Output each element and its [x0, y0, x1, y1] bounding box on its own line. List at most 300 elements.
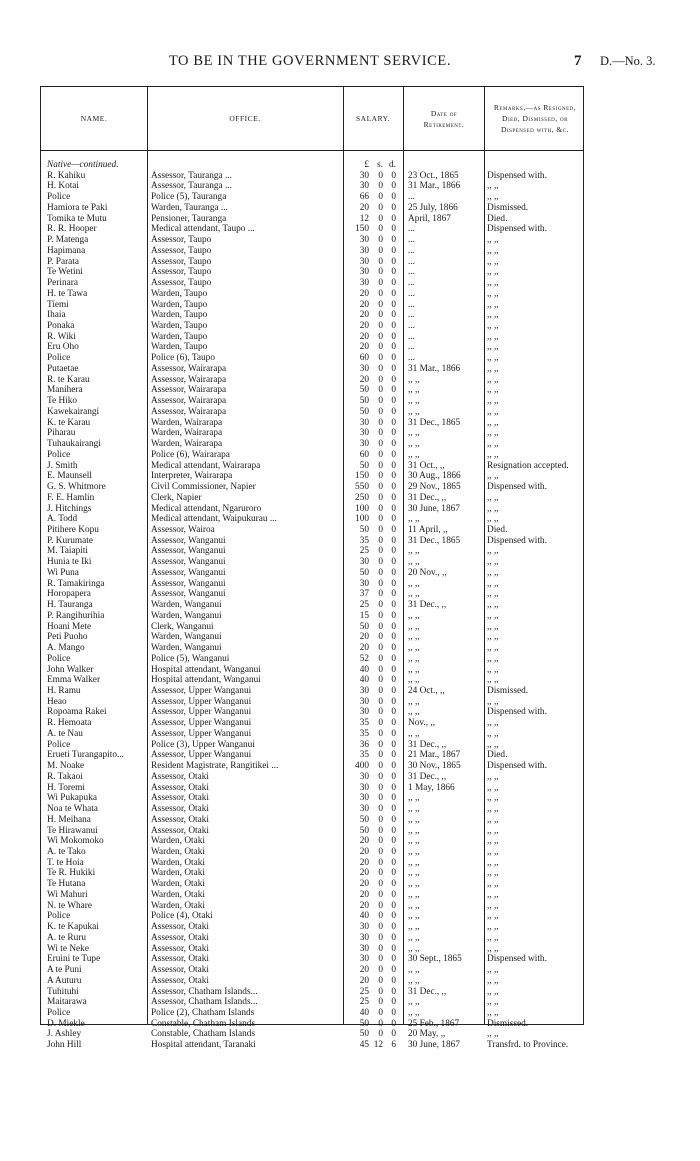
table-row: [41, 729, 585, 740]
salary-pence: 0: [391, 396, 396, 407]
office-cell: Interpreter, Wairarapa: [151, 471, 233, 482]
remarks-cell: ,, ,,: [487, 943, 499, 954]
table-row: [41, 836, 585, 847]
salary-pounds: 37: [359, 589, 369, 600]
salary-shillings: 0: [378, 954, 383, 965]
remarks-cell: ,, ,,: [487, 245, 499, 256]
retirement-date: ...: [408, 331, 415, 342]
office-cell: Police (4), Otaki: [151, 911, 213, 922]
office-cell: Assessor, Otaki: [151, 804, 209, 815]
name-cell: P. Kurumate: [47, 535, 93, 546]
table-row: [41, 965, 585, 976]
salary-shillings: 0: [378, 428, 383, 439]
retirement-date: ,, ,,: [408, 943, 420, 954]
table-row: [41, 257, 585, 268]
remarks-cell: ,, ,,: [487, 889, 499, 900]
salary-pounds: 20: [359, 643, 369, 654]
retirement-date: 30 Nov., 1865: [408, 761, 461, 772]
name-cell: Heao: [47, 696, 67, 707]
salary-pounds: 30: [359, 922, 369, 933]
salary-pounds: 30: [359, 267, 369, 278]
salary-pounds: 50: [359, 567, 369, 578]
salary-pence: 0: [391, 922, 396, 933]
name-cell: Te Hiko: [47, 396, 78, 407]
salary-pounds: 30: [359, 804, 369, 815]
salary-shillings: 0: [378, 750, 383, 761]
table-row: [41, 461, 585, 472]
salary-pence: 0: [391, 847, 396, 857]
salary-pounds: 30: [359, 932, 369, 943]
retirement-date: 31 Dec., ,,: [408, 600, 447, 611]
salary-pounds: 40: [359, 675, 369, 686]
salary-shillings: 0: [378, 868, 383, 879]
table-row: [41, 686, 585, 697]
salary-pence: 0: [391, 363, 396, 374]
salary-pence: 0: [391, 482, 396, 493]
remarks-cell: ,, ,,: [487, 385, 499, 396]
office-cell: Constable, Chatham Islands: [151, 1029, 256, 1040]
retirement-date: 31 Dec., ,,: [408, 739, 447, 750]
name-cell: Pitihere Kopu: [47, 524, 99, 535]
table-row: [41, 536, 585, 547]
salary-shillings: 0: [378, 857, 383, 868]
table-row: [41, 718, 585, 729]
salary-pence: 0: [391, 428, 396, 439]
salary-pounds: 30: [359, 363, 369, 374]
remarks-cell: ,, ,,: [487, 847, 499, 857]
office-cell: Assessor, Tauranga ...: [151, 181, 232, 192]
salary-pence: 0: [391, 728, 396, 739]
office-cell: Warden, Otaki: [151, 900, 205, 911]
retirement-date: ,, ,,: [408, 814, 420, 825]
name-cell: H. Tauranga: [47, 600, 93, 611]
office-cell: Warden, Taupo: [151, 299, 208, 310]
retirement-date: ...: [408, 256, 415, 267]
salary-shillings: 0: [378, 374, 383, 385]
salary-shillings: 0: [378, 707, 383, 718]
retirement-date: ,, ,,: [408, 793, 420, 804]
office-cell: Assessor, Otaki: [151, 782, 209, 793]
salary-pounds: 35: [359, 535, 369, 546]
remarks-cell: Dispensed with.: [487, 535, 547, 546]
salary-pence: 0: [391, 911, 396, 922]
column-header-date: Date of Retirement.: [423, 108, 465, 129]
office-cell: Assessor, Otaki: [151, 932, 209, 943]
office-cell: Hospital attendant, Wanganui: [151, 675, 261, 686]
retirement-date: 31 Dec., ,,: [408, 986, 447, 997]
name-cell: Tomika te Mutu: [47, 213, 107, 224]
table-row: [41, 557, 585, 568]
currency-shillings: s.: [377, 160, 383, 170]
salary-shillings: 0: [378, 310, 383, 321]
salary-shillings: 0: [378, 439, 383, 450]
retirement-date: ,, ,,: [408, 546, 420, 557]
remarks-cell: ,, ,,: [487, 965, 499, 976]
office-cell: Warden, Tauranga ...: [151, 202, 228, 213]
name-cell: Wi Pukapuka: [47, 793, 97, 804]
retirement-date: ,, ,,: [408, 868, 420, 879]
remarks-cell: ,, ,,: [487, 471, 499, 482]
salary-pence: 0: [391, 514, 396, 525]
retirement-date: ,, ,,: [408, 439, 420, 450]
salary-shillings: 0: [378, 685, 383, 696]
name-cell: N. te Whare: [47, 900, 92, 911]
remarks-cell: ,, ,,: [487, 288, 499, 299]
retirement-date: ,, ,,: [408, 374, 420, 385]
name-cell: K. te Karau: [47, 417, 91, 428]
retirement-date: 21 Mar., 1867: [408, 750, 461, 761]
remarks-cell: Dispensed with.: [487, 954, 547, 965]
office-cell: Assessor, Otaki: [151, 943, 209, 954]
table-row: [41, 654, 585, 665]
salary-pounds: 35: [359, 750, 369, 761]
name-cell: Police: [47, 192, 71, 203]
salary-shillings: 0: [378, 696, 383, 707]
table-row: [41, 1019, 585, 1030]
salary-pence: 0: [391, 600, 396, 611]
name-cell: A te Puni: [47, 965, 82, 976]
name-cell: Police: [47, 1008, 71, 1019]
remarks-cell: ,, ,,: [487, 267, 499, 278]
office-cell: Assessor, Otaki: [151, 975, 209, 986]
table-row: [41, 342, 585, 353]
name-cell: E. Maunsell: [47, 471, 92, 482]
salary-shillings: 0: [378, 804, 383, 815]
name-cell: R. Hemoata: [47, 718, 92, 729]
salary-pounds: 20: [359, 836, 369, 847]
name-cell: Noa te Whata: [47, 804, 98, 815]
salary-shillings: 0: [378, 728, 383, 739]
retirement-date: ,, ,,: [408, 911, 420, 922]
table-row: [41, 847, 585, 858]
name-cell: R. te Karau: [47, 374, 90, 385]
retirement-date: ...: [408, 267, 415, 278]
salary-pence: 0: [391, 771, 396, 782]
office-cell: Assessor, Wanganui: [151, 557, 226, 568]
name-cell: Ponaka: [47, 321, 75, 332]
name-cell: P. Parata: [47, 256, 80, 267]
salary-pounds: 40: [359, 911, 369, 922]
name-cell: H. Meihana: [47, 814, 91, 825]
salary-pounds: 20: [359, 288, 369, 299]
office-cell: Assessor, Chatham Islands...: [151, 986, 258, 997]
name-cell: Police: [47, 739, 71, 750]
retirement-date: 23 Oct., 1865: [408, 170, 459, 181]
salary-pounds: 25: [359, 986, 369, 997]
salary-pounds: 20: [359, 374, 369, 385]
retirement-date: ,, ,,: [408, 836, 420, 847]
retirement-date: ,, ,,: [408, 932, 420, 943]
salary-shillings: 0: [378, 342, 383, 353]
name-cell: Ihaia: [47, 310, 66, 321]
salary-pounds: 30: [359, 943, 369, 954]
office-cell: Assessor, Otaki: [151, 922, 209, 933]
table-row: [41, 181, 585, 192]
table-row: [41, 289, 585, 300]
remarks-cell: Dispensed with.: [487, 224, 547, 235]
remarks-cell: ,, ,,: [487, 1008, 499, 1019]
salary-shillings: 0: [378, 546, 383, 557]
office-cell: Police (5), Wanganui: [151, 653, 230, 664]
name-cell: Police: [47, 653, 71, 664]
salary-pence: 0: [391, 267, 396, 278]
table-row: [41, 697, 585, 708]
salary-pounds: 100: [355, 503, 369, 514]
retirement-date: 20 Nov., ,,: [408, 567, 447, 578]
retirement-date: ,, ,,: [408, 696, 420, 707]
salary-pence: 0: [391, 170, 396, 181]
retirement-date: ,, ,,: [408, 922, 420, 933]
remarks-cell: ,, ,,: [487, 804, 499, 815]
salary-shillings: 0: [378, 986, 383, 997]
retirement-date: ...: [408, 342, 415, 353]
retirement-date: 24 Oct., ,,: [408, 685, 445, 696]
office-cell: Assessor, Upper Wanganui: [151, 718, 252, 729]
name-cell: A Auturu: [47, 975, 82, 986]
office-cell: Warden, Taupo: [151, 321, 208, 332]
office-cell: Assessor, Wairoa: [151, 524, 215, 535]
office-cell: Assessor, Taupo: [151, 235, 212, 246]
remarks-cell: ,, ,,: [487, 492, 499, 503]
name-cell: K. te Kapukai: [47, 922, 99, 933]
salary-pence: 0: [391, 643, 396, 654]
salary-pence: 0: [391, 900, 396, 911]
remarks-cell: ,, ,,: [487, 814, 499, 825]
salary-shillings: 0: [378, 417, 383, 428]
office-cell: Assessor, Wairarapa: [151, 385, 227, 396]
document-reference: D.—No. 3.: [600, 54, 656, 68]
remarks-cell: ,, ,,: [487, 739, 499, 750]
retirement-date: ,, ,,: [408, 889, 420, 900]
name-cell: Police: [47, 911, 71, 922]
table-row: [41, 622, 585, 633]
retirement-date: ,, ,,: [408, 621, 420, 632]
page-header: [0, 53, 700, 73]
table-row: [41, 783, 585, 794]
salary-pence: 0: [391, 353, 396, 364]
salary-shillings: 0: [378, 331, 383, 342]
salary-pounds: 30: [359, 771, 369, 782]
retirement-date: ...: [408, 321, 415, 332]
remarks-cell: Dispensed with.: [487, 482, 547, 493]
office-cell: Clerk, Wanganui: [151, 621, 214, 632]
name-cell: Te Hirawanui: [47, 825, 98, 836]
name-cell: Te R. Hukiki: [47, 868, 96, 879]
retirement-date: April, 1867: [408, 213, 451, 224]
table-row: [41, 235, 585, 246]
retirement-date: 31 Dec., 1865: [408, 535, 461, 546]
table-row: [41, 450, 585, 461]
remarks-cell: ,, ,,: [487, 782, 499, 793]
office-cell: Assessor, Otaki: [151, 954, 209, 965]
salary-pounds: 30: [359, 235, 369, 246]
remarks-cell: ,, ,,: [487, 310, 499, 321]
table-row: [41, 418, 585, 429]
salary-pounds: 30: [359, 954, 369, 965]
salary-pence: 0: [391, 986, 396, 997]
remarks-cell: ,, ,,: [487, 728, 499, 739]
name-cell: Hoani Mete: [47, 621, 92, 632]
salary-pounds: 20: [359, 632, 369, 643]
table-row: [41, 793, 585, 804]
currency-pence: d.: [389, 160, 396, 170]
remarks-cell: ,, ,,: [487, 911, 499, 922]
salary-pounds: 30: [359, 685, 369, 696]
salary-shillings: 0: [378, 836, 383, 847]
table-row: [41, 579, 585, 590]
remarks-cell: Died.: [487, 213, 508, 224]
salary-pence: 0: [391, 804, 396, 815]
table-row: [41, 504, 585, 515]
salary-pence: 0: [391, 932, 396, 943]
office-cell: Assessor, Otaki: [151, 793, 209, 804]
salary-pounds: 550: [355, 482, 369, 493]
salary-pence: 0: [391, 825, 396, 836]
name-cell: Eru Oho: [47, 342, 79, 353]
office-cell: Assessor, Wanganui: [151, 567, 226, 578]
retirement-date: ,, ,,: [408, 449, 420, 460]
salary-pounds: 20: [359, 847, 369, 857]
name-cell: J. Smith: [47, 460, 78, 471]
retirement-date: 30 June, 1867: [408, 503, 460, 514]
name-cell: G. S. Whitmore: [47, 482, 106, 493]
table-row: [41, 246, 585, 257]
name-cell: John Hill: [47, 1040, 82, 1051]
office-cell: Hospital attendant, Taranaki: [151, 1040, 256, 1051]
table-row: [41, 203, 585, 214]
salary-pence: 0: [391, 1029, 396, 1040]
table-row: [41, 632, 585, 643]
name-cell: Putaetae: [47, 363, 79, 374]
salary-pounds: 35: [359, 718, 369, 729]
office-cell: Assessor, Taupo: [151, 267, 212, 278]
remarks-cell: ,, ,,: [487, 342, 499, 353]
table-row: [41, 611, 585, 622]
salary-pence: 0: [391, 696, 396, 707]
name-cell: Tuhituhi: [47, 986, 79, 997]
salary-pounds: 20: [359, 202, 369, 213]
salary-pounds: 66: [359, 192, 369, 203]
salary-pounds: 50: [359, 825, 369, 836]
salary-pounds: 30: [359, 696, 369, 707]
salary-pounds: 30: [359, 557, 369, 568]
salary-shillings: 0: [378, 245, 383, 256]
salary-shillings: 0: [378, 664, 383, 675]
salary-pence: 0: [391, 492, 396, 503]
remarks-cell: ,, ,,: [487, 600, 499, 611]
salary-pence: 0: [391, 793, 396, 804]
salary-pounds: 15: [359, 610, 369, 621]
remarks-cell: ,, ,,: [487, 256, 499, 267]
office-cell: Assessor, Upper Wanganui: [151, 707, 252, 718]
table-row: [41, 804, 585, 815]
retirement-date: 31 Oct., ,,: [408, 460, 445, 471]
name-cell: A. te Tako: [47, 847, 86, 857]
salary-pence: 0: [391, 503, 396, 514]
remarks-cell: ,, ,,: [487, 922, 499, 933]
currency-pounds: £: [364, 160, 369, 170]
office-cell: Assessor, Taupo: [151, 256, 212, 267]
table-row: [41, 493, 585, 504]
name-cell: Wi Puna: [47, 567, 79, 578]
office-cell: Assessor, Chatham Islands...: [151, 997, 258, 1008]
salary-pounds: 36: [359, 739, 369, 750]
retirement-date: ...: [408, 288, 415, 299]
salary-shillings: 0: [378, 632, 383, 643]
salary-shillings: 0: [378, 1008, 383, 1019]
salary-pounds: 25: [359, 997, 369, 1008]
remarks-cell: ,, ,,: [487, 235, 499, 246]
salary-pence: 0: [391, 621, 396, 632]
table-row: [41, 396, 585, 407]
retirement-date: ,, ,,: [408, 879, 420, 890]
office-cell: Police (5), Tauranga: [151, 192, 227, 203]
salary-pounds: 20: [359, 342, 369, 353]
salary-shillings: 0: [378, 449, 383, 460]
salary-pounds: 20: [359, 975, 369, 986]
office-cell: Assessor, Wanganui: [151, 535, 226, 546]
remarks-cell: ,, ,,: [487, 675, 499, 686]
name-cell: Wi Mokomoko: [47, 836, 104, 847]
retirement-date: ,, ,,: [408, 997, 420, 1008]
name-cell: Perinara: [47, 278, 78, 289]
salary-pounds: 30: [359, 181, 369, 192]
office-cell: Assessor, Otaki: [151, 965, 209, 976]
retirement-date: 31 Dec., ,,: [408, 492, 447, 503]
name-cell: H. Kotai: [47, 181, 80, 192]
table-row: [41, 954, 585, 965]
retirement-date: ,, ,,: [408, 632, 420, 643]
salary-pounds: 20: [359, 879, 369, 890]
remarks-cell: ,, ,,: [487, 643, 499, 654]
office-cell: Assessor, Wairarapa: [151, 406, 227, 417]
table-row: [41, 922, 585, 933]
remarks-cell: ,, ,,: [487, 664, 499, 675]
salary-pounds: 50: [359, 814, 369, 825]
remarks-cell: Dispensed with.: [487, 170, 547, 181]
salary-shillings: 0: [378, 761, 383, 772]
table-row: [41, 471, 585, 482]
salary-pence: 0: [391, 181, 396, 192]
salary-pounds: 30: [359, 439, 369, 450]
salary-shillings: 0: [378, 181, 383, 192]
salary-pence: 0: [391, 213, 396, 224]
table-row: [41, 428, 585, 439]
retirement-date: ,, ,,: [408, 396, 420, 407]
retirement-date: 31 Mar., 1866: [408, 363, 461, 374]
office-cell: Warden, Taupo: [151, 288, 208, 299]
salary-pence: 0: [391, 235, 396, 246]
remarks-cell: ,, ,,: [487, 1029, 499, 1040]
table-row: [41, 665, 585, 676]
remarks-cell: ,, ,,: [487, 546, 499, 557]
salary-shillings: 0: [378, 385, 383, 396]
salary-pounds: 50: [359, 385, 369, 396]
salary-shillings: 0: [378, 235, 383, 246]
name-cell: H. te Tawa: [47, 288, 88, 299]
name-cell: P. Rangihurihia: [47, 610, 105, 621]
office-cell: Warden, Wanganui: [151, 610, 222, 621]
salary-pounds: 20: [359, 900, 369, 911]
remarks-cell: ,, ,,: [487, 417, 499, 428]
retirement-table: [40, 86, 584, 1051]
office-cell: Police (6), Wairarapa: [151, 449, 230, 460]
salary-pence: 0: [391, 535, 396, 546]
table-row: [41, 944, 585, 955]
salary-pounds: 40: [359, 664, 369, 675]
salary-pence: 0: [391, 578, 396, 589]
retirement-date: ...: [408, 310, 415, 321]
